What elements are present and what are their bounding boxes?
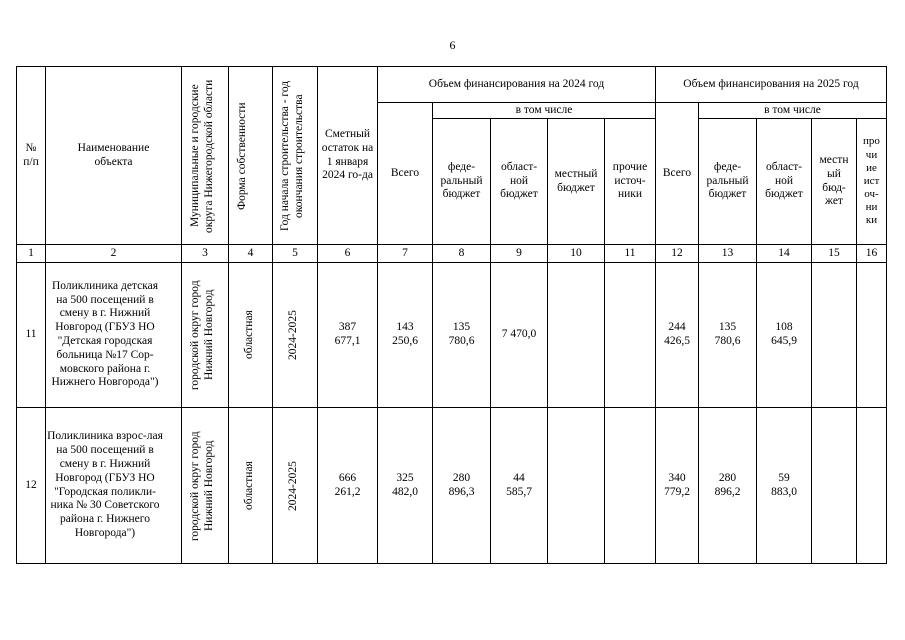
header-incl-2025: в том числе [699, 103, 887, 119]
header-total-2024: Всего [378, 103, 433, 245]
regional-2024-cell: 44 585,7 [491, 408, 548, 564]
total-2024-cell: 325 482,0 [378, 408, 433, 564]
column-number-row [17, 245, 887, 263]
ownership-cell: областная [229, 408, 273, 564]
header-total-2025: Всего [656, 103, 699, 245]
object-name: Поликлиника взрос-лая на 500 посещений в смену в г. Нижний Новгород (ГБУЗ НО "Городская поликли-ника № 30 Советского района г. Нижнего Новгорода") [46, 408, 182, 564]
header-federal-2024: феде-ральный бюджет [433, 119, 491, 245]
col-number: 15 [812, 245, 857, 263]
federal-2024-cell: 280 896,3 [433, 408, 491, 564]
col-number: 5 [273, 245, 318, 263]
total-2025-cell: 244 426,5 [656, 263, 699, 408]
col-number: 11 [605, 245, 656, 263]
header-regional-2024: област-ной бюджет [491, 119, 548, 245]
col-number: 9 [491, 245, 548, 263]
object-name: Поликлиника детская на 500 посещений в смену в г. Нижний Новгород (ГБУЗ НО "Детская городская больница №17 Сор-мовского района г. Нижнего Новгорода") [46, 263, 182, 408]
header-fin-2024: Объем финансирования на 2024 год [378, 67, 656, 103]
table-row [17, 408, 887, 564]
header-num: № п/п [17, 67, 46, 245]
col-number: 6 [318, 245, 378, 263]
local-2025-cell [812, 408, 857, 564]
other-2025-cell [857, 408, 887, 564]
header-estimate: Сметный остаток на 1 января 2024 го-да [318, 67, 378, 245]
federal-2024-cell: 135 780,6 [433, 263, 491, 408]
col-number: 16 [857, 245, 887, 263]
header-object-name: Наименование объекта [46, 67, 182, 245]
estimate-cell: 387 677,1 [318, 263, 378, 408]
other-2024-cell [605, 263, 656, 408]
header-federal-2025: феде-ральный бюджет [699, 119, 757, 245]
other-2024-cell [605, 408, 656, 564]
row-number: 11 [17, 263, 46, 408]
other-2025-cell [857, 263, 887, 408]
header-other-2025: про чи ие ист оч-ни ки [857, 119, 887, 245]
district-cell: городской округ город Нижний Новгород [182, 408, 229, 564]
header-regional-2025: област-ной бюджет [757, 119, 812, 245]
regional-2025-cell: 108 645,9 [757, 263, 812, 408]
total-2024-cell: 143 250,6 [378, 263, 433, 408]
estimate-cell: 666 261,2 [318, 408, 378, 564]
col-number: 14 [757, 245, 812, 263]
ownership-cell: областная [229, 263, 273, 408]
col-number: 12 [656, 245, 699, 263]
federal-2025-cell: 135 780,6 [699, 263, 757, 408]
financing-table [16, 66, 887, 564]
col-number: 7 [378, 245, 433, 263]
header-years: Год начала строительства - год окончания строительства [273, 67, 318, 245]
federal-2025-cell: 280 896,2 [699, 408, 757, 564]
years-cell: 2024-2025 [273, 263, 318, 408]
local-2024-cell [548, 263, 605, 408]
page-number: 6 [449, 38, 456, 52]
col-number: 1 [17, 245, 46, 263]
local-2025-cell [812, 263, 857, 408]
row-number: 12 [17, 408, 46, 564]
local-2024-cell [548, 408, 605, 564]
table-row [17, 263, 887, 408]
header-ownership: Форма собственности [229, 67, 273, 245]
regional-2024-cell: 7 470,0 [491, 263, 548, 408]
header-incl-2024: в том числе [433, 103, 656, 119]
header-local-2025: местн ый бюд-жет [812, 119, 857, 245]
col-number: 4 [229, 245, 273, 263]
col-number: 3 [182, 245, 229, 263]
col-number: 13 [699, 245, 757, 263]
header-district: Муниципальные и городские округа Нижегородской области [182, 67, 229, 245]
header-fin-2025: Объем финансирования на 2025 год [656, 67, 887, 103]
district-cell: городской округ город Нижний Новгород [182, 263, 229, 408]
regional-2025-cell: 59 883,0 [757, 408, 812, 564]
header-row-1 [17, 67, 887, 103]
col-number: 2 [46, 245, 182, 263]
header-other-2024: прочие источ-ники [605, 119, 656, 245]
total-2025-cell: 340 779,2 [656, 408, 699, 564]
col-number: 8 [433, 245, 491, 263]
col-number: 10 [548, 245, 605, 263]
header-local-2024: местный бюджет [548, 119, 605, 245]
years-cell: 2024-2025 [273, 408, 318, 564]
